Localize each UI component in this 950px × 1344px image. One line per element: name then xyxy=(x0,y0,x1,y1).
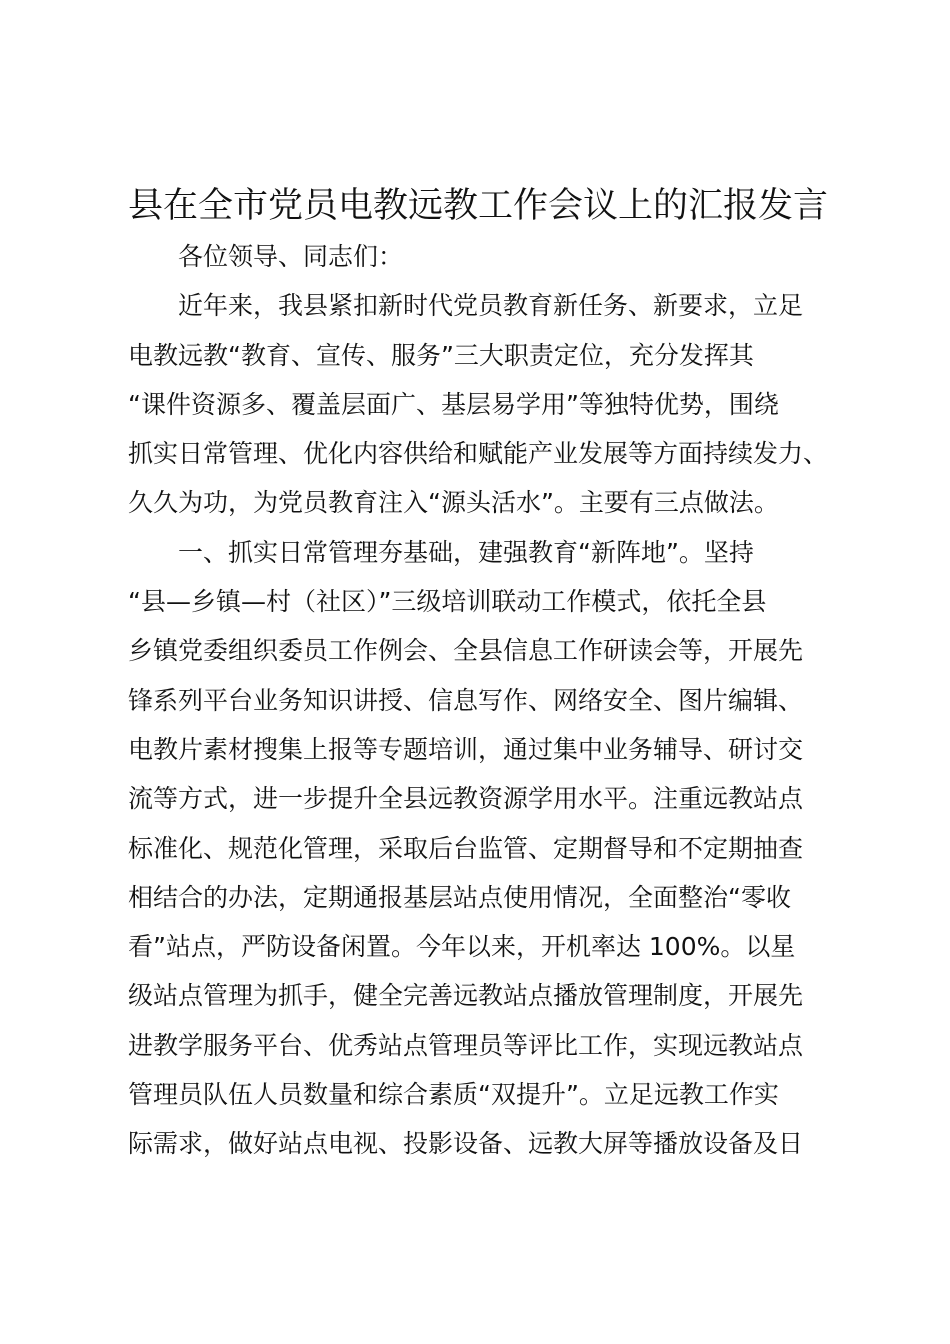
paragraph-line: 乡镇党委组织委员工作例会、全县信息工作研读会等，开展先 xyxy=(128,636,804,666)
paragraph-line: “县—乡镇—村（社区）”三级培训联动工作模式，依托全县 xyxy=(128,587,767,617)
paragraph-line: 看”站点，严防设备闲置。今年以来，开机率达 100%。以星 xyxy=(128,932,796,962)
document-body xyxy=(128,232,840,1169)
paragraph-line: 久久为功，为党员教育注入“源头活水”。主要有三点做法。 xyxy=(128,488,779,518)
paragraph-line: 标准化、规范化管理，采取后台监管、定期督导和不定期抽查 xyxy=(128,833,804,863)
paragraph-line: 近年来，我县紧扣新时代党员教育新任务、新要求，立足 xyxy=(178,291,804,321)
paragraph-line: 电教远教“教育、宣传、服务”三大职责定位，充分发挥其 xyxy=(128,340,754,370)
paragraph-2 xyxy=(128,528,840,1169)
paragraph-line: 际需求，做好站点电视、投影设备、远教大屏等播放设备及日 xyxy=(128,1129,804,1159)
document-title: 县在全市党员电教远教工作会议上的汇报发言 xyxy=(128,186,829,226)
paragraph-line: 锋系列平台业务知识讲授、信息写作、网络安全、图片编辑、 xyxy=(128,685,804,715)
paragraph-line: 抓实日常管理、优化内容供给和赋能产业发展等方面持续发力、 xyxy=(128,439,829,469)
salutation: 各位领导、同志们： xyxy=(178,242,404,271)
paragraph-line: 管理员队伍人员数量和综合素质“双提升”。立足远教工作实 xyxy=(128,1080,779,1110)
paragraph-line: 电教片素材搜集上报等专题培训，通过集中业务辅导、研讨交 xyxy=(128,734,804,764)
section-heading-line: 一、抓实日常管理夯基础，建强教育“新阵地”。坚持 xyxy=(178,537,754,567)
paragraph-line: 级站点管理为抓手，健全完善远教站点播放管理制度，开展先 xyxy=(128,981,804,1011)
paragraph-line: “课件资源多、覆盖层面广、基层易学用”等独特优势，围绕 xyxy=(128,389,779,419)
paragraph-line: 流等方式，进一步提升全县远教资源学用水平。注重远教站点 xyxy=(128,784,804,814)
paragraph-line: 进教学服务平台、优秀站点管理员等评比工作，实现远教站点 xyxy=(128,1030,804,1060)
paragraph-1 xyxy=(128,281,840,527)
paragraph-line: 相结合的办法，定期通报基层站点使用情况，全面整治“零收 xyxy=(128,882,791,912)
